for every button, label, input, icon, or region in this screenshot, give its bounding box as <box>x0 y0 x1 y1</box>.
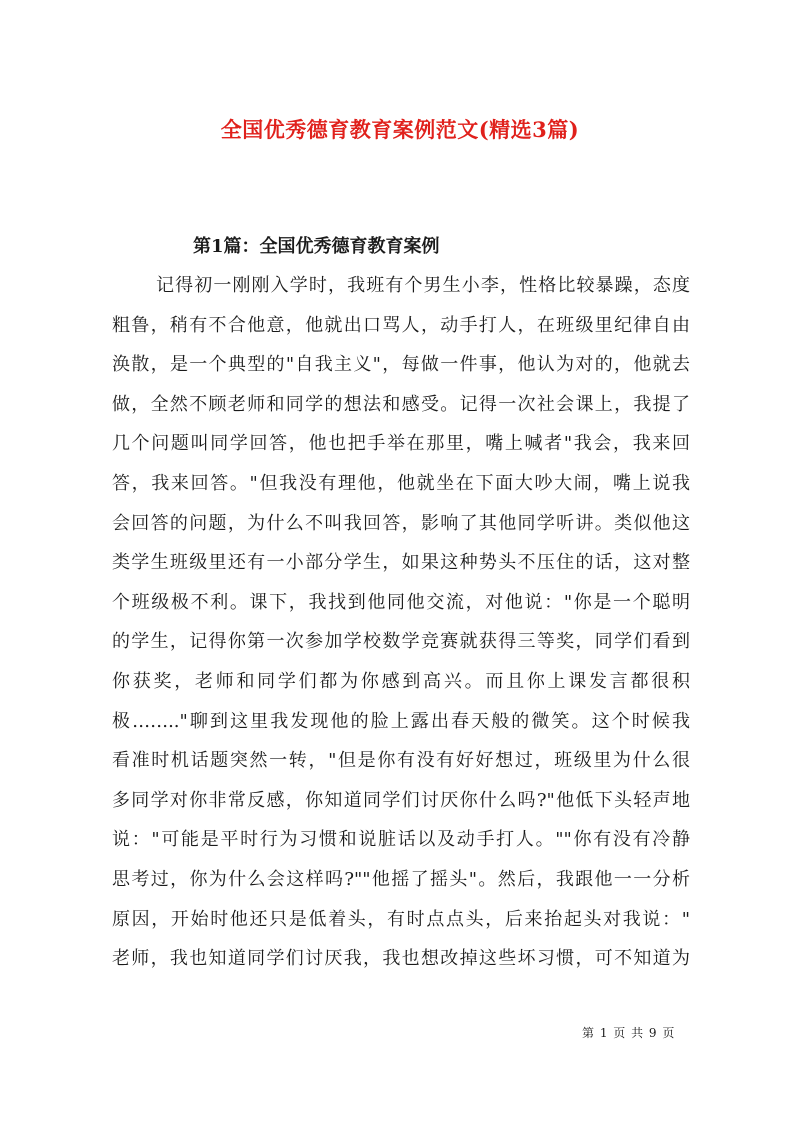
body-line: 答，我来回答。"但我没有理他，他就坐在下面大吵大闹，嘴上说我 <box>112 472 690 494</box>
body-line: 原因，开始时他还只是低着头，有时点点头，后来抬起头对我说：" <box>112 908 690 930</box>
body-line: 老师，我也知道同学们讨厌我，我也想改掉这些坏习惯，可不知道为 <box>112 948 690 970</box>
body-line: 多同学对你非常反感，你知道同学们讨厌你什么吗?"他低下头轻声地 <box>112 789 690 811</box>
body-line: 说："可能是平时行为习惯和说脏话以及动手打人。""你有没有冷静 <box>112 829 690 851</box>
body-line: 几个问题叫同学回答，他也把手举在那里，嘴上喊者"我会，我来回 <box>112 433 690 455</box>
body-line: 粗鲁，稍有不合他意，他就出口骂人，动手打人，在班级里纪律自由 <box>112 314 690 336</box>
body-line: 会回答的问题，为什么不叫我回答，影响了其他同学听讲。类似他这 <box>112 512 690 534</box>
body-line: 个班级极不利。课下，我找到他同他交流，对他说："你是一个聪明 <box>112 591 690 613</box>
body-line: 类学生班级里还有一小部分学生，如果这种势头不压住的话，这对整 <box>112 552 690 574</box>
body-line: 你获奖，老师和同学们都为你感到高兴。而且你上课发言都很积 <box>112 670 690 692</box>
body-line: 看准时机话题突然一转，"但是你有没有好好想过，班级里为什么很 <box>112 750 690 772</box>
body-line: 做，全然不顾老师和同学的想法和感受。记得一次社会课上，我提了 <box>112 393 690 415</box>
document-title: 全国优秀德育教育案例范文(精选3篇) <box>220 117 580 143</box>
body-line: 极…….."聊到这里我发现他的脸上露出春天般的微笑。这个时候我 <box>112 710 690 732</box>
body-line: 的学生，记得你第一次参加学校数学竞赛就获得三等奖，同学们看到 <box>112 631 690 653</box>
body-line: 涣散，是一个典型的"自我主义"，每做一件事，他认为对的，他就去 <box>112 354 690 376</box>
body-text <box>112 266 690 979</box>
body-line: 记得初一刚刚入学时，我班有个男生小李，性格比较暴躁，态度 <box>156 275 690 296</box>
section-heading: 第1篇：全国优秀德育教育案例 <box>193 236 440 257</box>
body-line: 思考过，你为什么会这样吗?""他摇了摇头"。然后，我跟他一一分析 <box>112 868 690 890</box>
page-footer: 第 1 页 共 9 页 <box>582 1026 676 1040</box>
